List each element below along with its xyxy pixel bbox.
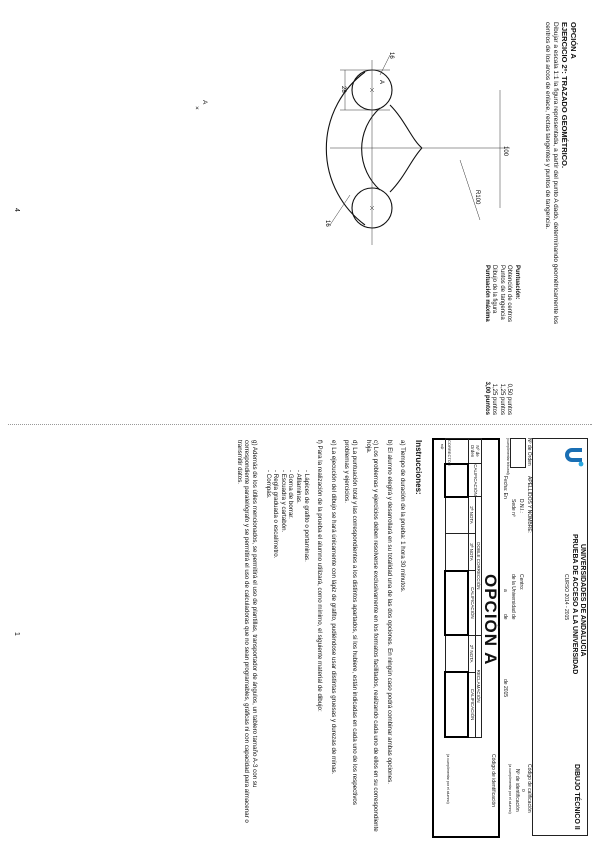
scoring-row-total: Puntuación máxima 3,00 puntos <box>484 265 490 415</box>
grade-cell[interactable] <box>446 635 469 672</box>
university-name: UNIVERSIDADES DE ANDALUCÍA <box>579 544 586 657</box>
orden-label: Nº de Orden <box>526 438 532 466</box>
material-item: - Escuadra y cartabón. <box>279 470 287 832</box>
scoring-row: Dibujo de la figura 1,25 puntos <box>491 265 498 415</box>
doble-header: DOBLE CORRECCIÓN <box>476 497 482 636</box>
instruction-item: e) La ejecución del dibujo se hará únicamente con lápiz de grafito, pudiéndose usar distintas gruesas y durezas de minas. <box>329 440 337 775</box>
instructions-block <box>229 440 422 832</box>
grade-cell[interactable] <box>446 672 469 737</box>
figure-label-16a: 16 <box>388 52 394 59</box>
right-page <box>0 424 600 848</box>
corrector-label: CORRECTOR <box>447 440 452 466</box>
instruction-item: f) Para la realización de la prueba el alumno utilizará, como mínimo, el siguiente material de dibujo: <box>316 440 324 712</box>
material-item: - Regla graduada o escalímetro. <box>272 470 280 832</box>
centro-label: Centro: <box>518 574 524 591</box>
grade-cell[interactable] <box>446 497 469 534</box>
fecha-de: de <box>502 614 508 620</box>
o-label: o <box>520 789 526 792</box>
grading-table <box>445 438 483 738</box>
alumno-note: (a cumplimentar por el alumno) <box>508 764 512 814</box>
instruction-item: a) Tiempo de duración de la prueba: 1 hora 30 minutos. <box>399 440 407 593</box>
figure-label-r100: R100 <box>474 190 480 205</box>
point-a-mark: × <box>193 106 200 110</box>
universidad-label: de la Universidad de <box>510 574 516 620</box>
point-a-label: A <box>201 100 208 105</box>
orden-box[interactable] <box>510 438 526 468</box>
corrector-arrow-icon: ⇨ <box>438 444 445 450</box>
page-number-left: 4 <box>13 208 20 212</box>
option-title: OPCIÓN A <box>481 574 500 666</box>
material-item: - Afilaminas. <box>294 470 302 832</box>
instruction-item: b) El alumno elegirá y desarrollará en su totalidad una de las dos opciones. En ningún caso podrá combinar ambas opciones. <box>385 440 393 784</box>
instruction-item: d) La puntuación total y las correspondientes a los distintos apartados, si los hubiere, están indicadas en cada uno de los respectivos problemas y ejercicios. <box>343 440 359 805</box>
tribunal-note: (cumplimentar tribunal) <box>506 438 510 475</box>
apellidos-label: APELLIDOS Y NOMBRE: <box>526 476 532 534</box>
grade-cell[interactable] <box>446 464 469 497</box>
scoring-row: Obtención de centros 0,50 puntos <box>506 265 513 415</box>
calificacion-header: CALIFICACIÓN <box>469 464 482 497</box>
nota2-header-b: 2ª NOTA <box>469 635 476 672</box>
grade-cell[interactable] <box>446 534 469 571</box>
alumno-note-2: (a cumplimentar por el alumno) <box>446 754 450 804</box>
statement-line-2: centros de los arcos de enlace, rectas tangentes y puntos de tangencia. <box>544 22 551 230</box>
cod-ident-label: Código de identificación <box>490 754 496 808</box>
page-number-right: 1 <box>13 632 20 636</box>
nota3-header: 3ª NOTA <box>469 534 476 571</box>
grade-cell[interactable] <box>446 571 469 636</box>
fecha-label: Fecha: En <box>502 476 508 499</box>
reclamacion-header: RECLAMACIÓN <box>476 635 482 737</box>
fecha-a: a <box>502 589 508 592</box>
figure-label-28: 28 <box>340 86 346 93</box>
university-logo <box>561 444 585 468</box>
exam-name: PRUEBA DE ACCESO A LA UNIVERSIDAD <box>571 534 578 675</box>
fecha-year: de 2015 <box>502 679 508 698</box>
figure-label-a: A <box>378 80 384 85</box>
material-item: - Goma de borrar. <box>287 470 295 832</box>
n-ident-label: Nº de identificación <box>514 769 520 812</box>
cod-calif-label: Código de calificación <box>526 764 532 813</box>
orden-col: Nº de Orden <box>469 439 482 464</box>
calif-header-b: CALIFICACIÓN <box>469 672 476 737</box>
figure-label-100: 100 <box>502 146 508 157</box>
exercise-heading: EJERCICIO 2º: TRAZADO GEOMÉTRICO. <box>560 22 569 169</box>
scoring-block <box>483 265 521 415</box>
material-item: - Compás. <box>264 470 272 832</box>
material-item: - Lápices de grafito o portaminas. <box>302 470 310 832</box>
calif-header: CALIFICACIÓN <box>469 571 476 636</box>
option-heading: OPCIÓN A <box>569 22 578 59</box>
course-year: CURSO 2014 - 2015 <box>563 574 569 621</box>
dni-label: D.N.I.: <box>518 499 524 514</box>
instruction-item: g) Además de los útiles mencionados, se permitirá el uso de plantillas, transportador de ángulos, un tablero tamaño A-3 con su correspondiente paralelógrafo y se permitirá el uso de calculadoras que no sean programables, gráficas ni con capacidad para almacenar o transmitir datos. <box>235 440 259 823</box>
scoring-row: Puntos de tangencia 1,25 puntos <box>499 265 505 415</box>
instruction-item: c) Los problemas y ejercicios deben resolverse exclusivamente en los formatos facilitados, realizando cada uno de ellos en su correspondiente hoja. <box>364 440 380 832</box>
sede-label: Sede nº <box>510 499 516 517</box>
instructions-title: Instrucciones: <box>414 440 423 495</box>
subject-title: DIBUJO TÉCNICO II <box>573 764 580 830</box>
figure-label-16b: 16 <box>324 220 330 227</box>
statement-line-1: Dibujar a escala 1:1 la figura representada, a partir del punto A dado, determinando geométricamente los <box>552 22 559 325</box>
nota2-header: 2ª NOTA <box>469 497 476 534</box>
scoring-title: Puntuación: <box>514 265 520 300</box>
materials-list <box>264 470 310 832</box>
